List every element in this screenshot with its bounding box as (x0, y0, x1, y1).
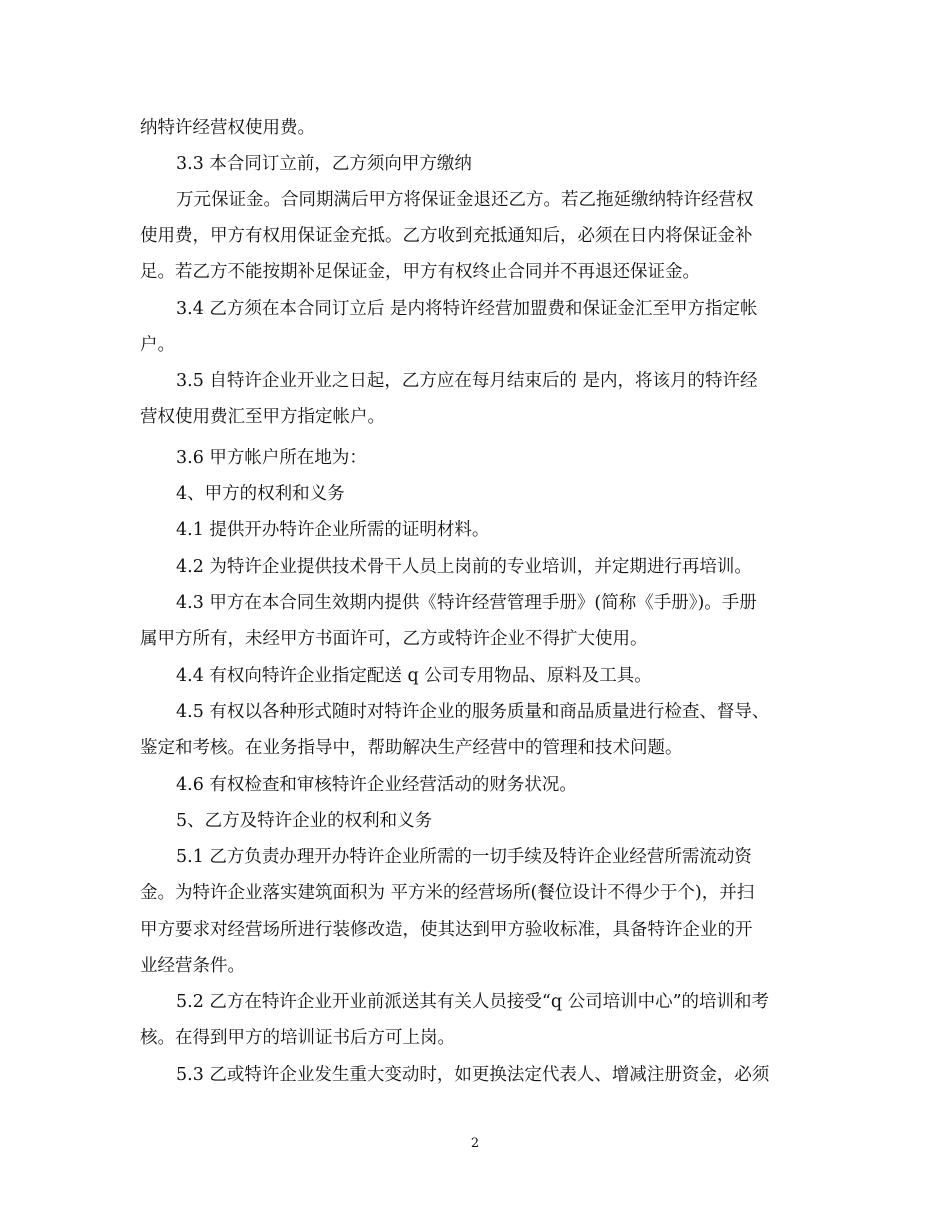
text-line: 3.6 甲方帐户所在地为： (176, 448, 367, 468)
text-line: 4.1 提供开办特许企业所需的证明材料。 (176, 520, 490, 540)
text-line: 5.2 乙方在特许企业开业前派送其有关人员接受“q 公司培训中心”的培训和考 (176, 992, 770, 1012)
text-line: 纳特许经营权使用费。 (140, 118, 315, 138)
text-line: 4.3 甲方在本合同生效期内提供《特许经营管理手册》(简称《手册》)。手册 (176, 593, 757, 613)
text-line: 5.1 乙方负责办理开办特许企业所需的一切手续及特许企业经营所需流动资 (176, 847, 752, 867)
text-line: 金。为特许企业落实建筑面积为 平方米的经营场所(餐位设计不得少于个)，并扫 (140, 883, 755, 903)
text-line: 3.4 乙方须在本合同订立后 是内将特许经营加盟费和保证金汇至甲方指定帐 (176, 299, 758, 319)
text-line: 营权使用费汇至甲方指定帐户。 (140, 407, 385, 427)
text-line: 4.5 有权以各种形式随时对特许企业的服务质量和商品质量进行检查、督导、 (176, 702, 770, 722)
text-line: 业经营条件。 (140, 956, 245, 976)
text-line: 3.3 本合同订立前，乙方须向甲方缴纳 (176, 154, 472, 174)
section-heading: 5、乙方及特许企业的权利和义务 (176, 811, 433, 831)
text-line: 足。若乙方不能按期补足保证金，甲方有权终止合同并不再退还保证金。 (140, 262, 700, 282)
text-line: 4.6 有权检查和审核特许企业经营活动的财务状况。 (176, 775, 577, 795)
section-heading: 4、甲方的权利和义务 (176, 484, 345, 504)
text-line: 3.5 自特许企业开业之日起，乙方应在每月结束后的 是内，将该月的特许经 (176, 371, 758, 391)
text-line: 5.3 乙或特许企业发生重大变动时，如更换法定代表人、增减注册资金，必须 (176, 1065, 770, 1085)
text-line: 甲方要求对经营场所进行装修改造，使其达到甲方验收标准，具备特许企业的开 (140, 920, 753, 940)
text-line: 4.4 有权向特许企业指定配送 q 公司专用物品、原料及工具。 (176, 666, 652, 686)
text-line: 鉴定和考核。在业务指导中，帮助解决生产经营中的管理和技术问题。 (140, 738, 683, 758)
page-number: 2 (470, 1136, 480, 1151)
text-line: 万元保证金。合同期满后甲方将保证金退还乙方。若乙拖延缴纳特许经营权 (176, 190, 754, 210)
text-line: 4.2 为特许企业提供技术骨干人员上岗前的专业培训，并定期进行再培训。 (176, 557, 752, 577)
text-line: 户。 (140, 335, 175, 355)
text-line: 核。在得到甲方的培训证书后方可上岗。 (140, 1028, 455, 1048)
text-line: 使用费，甲方有权用保证金充抵。乙方收到充抵通知后，必须在日内将保证金补 (140, 226, 753, 246)
text-line: 属甲方所有，未经甲方书面许可，乙方或特许企业不得扩大使用。 (140, 629, 648, 649)
